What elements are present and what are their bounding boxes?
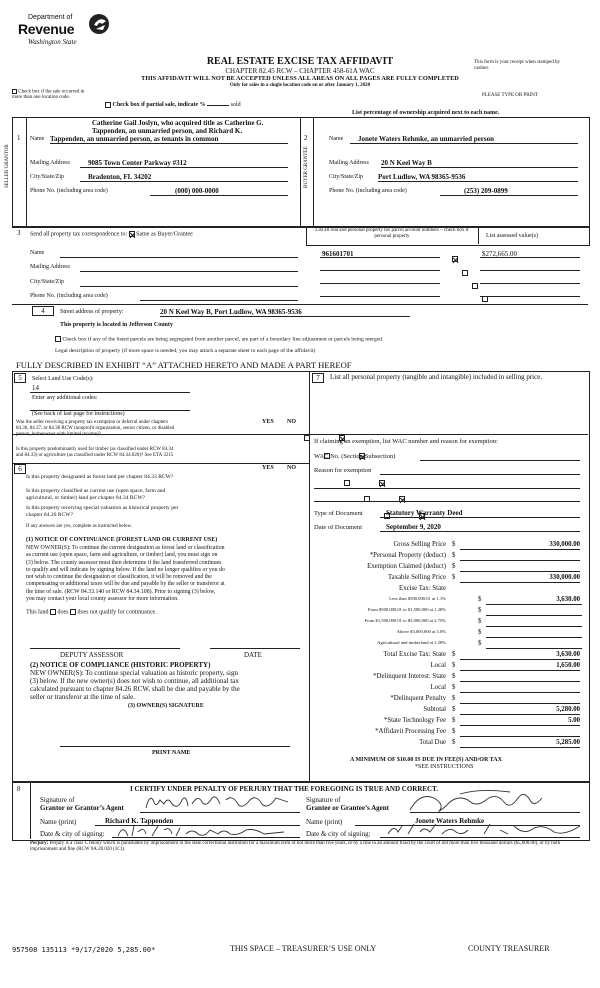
tax-row-label: Total Excise Tax: State <box>383 651 446 658</box>
tax-row <box>310 584 586 595</box>
parcel-personal-checkbox-2[interactable] <box>462 270 468 276</box>
grantee-name-label: Name (print) <box>306 818 343 826</box>
tax-row-dollar: $ <box>478 596 482 603</box>
tax-row-label: *Affidavit Processing Fee <box>375 728 446 735</box>
doc-type-label: Type of Document <box>314 510 363 517</box>
grantee-name: Jonete Waters Rehmke <box>355 817 580 826</box>
tax-row <box>310 606 586 617</box>
n1-l7: the time of sale. (RCW 84.33.140 or RCW 84.34.108). Prior to signing (3) below, <box>26 588 216 595</box>
tax-row-value: 330,000.00 <box>549 541 580 548</box>
s6-yes-header: YES <box>262 465 274 471</box>
doc-date-label: Date of Document <box>314 524 363 531</box>
grantor-name: Richard K. Tappenden <box>95 817 300 826</box>
tax-row <box>310 595 586 606</box>
tax-row <box>310 628 586 639</box>
seller-name-3: Tappenden, an unmarried person, as tenants in common <box>50 135 288 144</box>
multi-location-label: Check box if the sale occurred in more than one location code. <box>12 89 85 101</box>
assessed-value: $272,665.00 <box>482 250 517 258</box>
s5-q1-l1: Was the seller receiving a property tax exemption or deferral under chapters <box>16 420 168 425</box>
tax-row-label: Less than $500,000.01 at 1.1% <box>389 596 446 601</box>
tax-row-dollar: $ <box>452 662 456 669</box>
buyer-city: Port Ludlow, WA 98365-9536 <box>378 173 578 182</box>
tax-row <box>310 716 586 727</box>
grantee-date-handwriting <box>384 822 584 838</box>
s5-yes-header: YES <box>262 419 274 425</box>
n2-l3: calculated pursuant to chapter 84.26 RCW, shall be due and payable by the <box>30 685 240 693</box>
seller-city-label: City/State/Zip <box>30 174 64 180</box>
s6-no-header: NO <box>287 465 296 471</box>
buyer-phone-label: Phone No. (including area code) <box>329 188 407 194</box>
tax-row <box>310 672 586 683</box>
n1-l2: as current use (open space, farm and agriculture, or timber) land, you must sign on <box>26 552 218 559</box>
s6-q3-l2: chapter 84.26 RCW? <box>26 512 74 518</box>
tax-row-dollar: $ <box>478 640 482 647</box>
parcel-personal-checkbox-1[interactable] <box>452 256 458 262</box>
tax-row-value: 3,630.00 <box>556 596 580 603</box>
notice2-title: (2) NOTICE OF COMPLIANCE (HISTORIC PROPERTY) <box>30 661 211 669</box>
tax-row-label: From $1,500,000.01 to $3,000,000 at 2.75% <box>364 618 446 623</box>
wac-label: WAC No. (Section/Subsection) <box>314 453 396 460</box>
additional-codes-label: Enter any additional codes: <box>32 395 98 401</box>
form-only-for: Only for sales in a single location code on or after January 1, 2020 <box>229 83 371 88</box>
section3-label: Send all property tax correspondence to: <box>30 231 128 238</box>
tax-row <box>310 727 586 738</box>
s5-q1 <box>16 420 174 438</box>
multi-location-check[interactable] <box>12 89 90 101</box>
n1-l1: NEW OWNER(S): To continue the current designation as forest land or classification <box>26 545 225 551</box>
seller-phone-label: Phone No. (including area code) <box>30 188 108 194</box>
continuance-row <box>26 609 157 616</box>
grantor-date-label: Date & city of signing: <box>40 830 105 838</box>
tax-row-dollar: $ <box>452 563 456 570</box>
form-title: REAL ESTATE EXCISE TAX AFFIDAVIT <box>206 56 394 67</box>
tax-row-dollar: $ <box>452 651 456 658</box>
parcel-header <box>308 228 476 240</box>
seller-city: Bradenton, FL 34202 <box>80 173 288 182</box>
seller-name-label: Name <box>30 136 45 142</box>
tax-row <box>310 573 586 584</box>
perjury-title: Perjury: <box>30 841 49 846</box>
tax-row <box>310 738 586 749</box>
n1-l6: compensating or additional taxes will be due and payable by the seller or transferor at <box>26 581 225 588</box>
see-back-label: (See back of last page for instructions) <box>32 411 125 417</box>
notice2-text <box>30 669 240 701</box>
s6-q2-l2: agricultural, or timber) land per chapter 84.34 RCW? <box>26 495 146 501</box>
s5-no-header: NO <box>287 419 296 425</box>
does-label: does <box>57 609 69 616</box>
seller-mailing-label: Mailing Address <box>30 160 70 166</box>
grantee-sig-label-2: Grantee or Grantee’s Agent <box>306 804 390 812</box>
this-land-label: This land <box>26 609 49 616</box>
buyer-city-label: City/State/Zip <box>329 174 363 180</box>
segregated-row <box>55 336 383 343</box>
tax-row-label: Above $3,000,000 at 3.0% <box>396 629 446 634</box>
section6-num: 6 <box>14 464 26 474</box>
same-as-buyer-checkbox[interactable] <box>129 231 135 237</box>
s3-phone-label: Phone No. (including area code) <box>30 293 108 299</box>
section4-label: Street address of property: <box>60 309 124 315</box>
tax-row-dollar: $ <box>478 629 482 636</box>
buyer-side-label: BUYER GRANTEE <box>304 146 309 188</box>
buyer-phone: (253) 209-0899 <box>440 187 578 196</box>
not-qualify-checkbox[interactable] <box>70 609 76 615</box>
tax-row-label: Excise Tax: State <box>399 585 446 592</box>
tax-row <box>310 551 586 562</box>
section7-label-text: List all personal property (tangible and intangible) included in selling price. <box>330 373 543 381</box>
n1-l8: you may contact your local county assessor for more information. <box>26 596 179 603</box>
segregated-checkbox[interactable] <box>55 336 61 342</box>
tax-row-label: Taxable Selling Price <box>387 574 446 581</box>
tax-row-dollar: $ <box>452 728 456 735</box>
s6-q3 <box>26 505 178 519</box>
tax-row <box>310 650 586 661</box>
tax-row-value: 5,285.00 <box>556 739 580 746</box>
logo-dept: Department of <box>28 14 73 21</box>
section5-label: Select Land Use Code(s): <box>32 376 94 382</box>
assessed-header: List assessed value(s) <box>486 233 538 239</box>
tax-row-label: Agricultural and timberland at 1.28% <box>377 640 446 645</box>
tax-row-dollar: $ <box>478 607 482 614</box>
buyer-mailing-label: Mailing Address <box>329 160 369 166</box>
see-instructions: *SEE INSTRUCTIONS <box>415 764 474 770</box>
seller-num: 1 <box>17 134 21 142</box>
tax-row-label: *Delinquent Interest: State <box>373 673 446 680</box>
s5-q1-l3: person, homeowner with limited income)? <box>16 432 101 437</box>
n1-l5: not wish to continue the designation or classification, it will be removed and the <box>26 574 212 581</box>
seller-name-2: Tappenden, an unmarried person, and Richard K. <box>92 127 243 135</box>
treasurer-use: THIS SPACE – TREASURER’S USE ONLY <box>230 944 377 953</box>
property-address: 20 N Keel Way B, Port Ludlow, WA 98365-9536 <box>160 308 410 317</box>
tax-row-dollar: $ <box>452 739 456 746</box>
tax-row <box>310 694 586 705</box>
logo-mark-icon <box>86 12 112 36</box>
grantor-date-handwriting <box>114 824 294 838</box>
tax-row-label: From $500,000.01 to $1,500,000 at 1.28% <box>367 607 446 612</box>
exhibit-reference: FULLY DESCRIBED IN EXHIBIT “A” ATTACHED HERETO AND MADE A PART HEREOF <box>16 360 352 370</box>
tax-row-dollar: $ <box>478 618 482 625</box>
logo-revenue: Revenue <box>18 21 75 37</box>
s5-q1-yes-checkbox[interactable] <box>304 435 310 441</box>
parcel-header-text: List all real and personal property tax parcel account numbers – check box if personal property <box>315 228 469 239</box>
tax-row-value: 330,000.00 <box>549 574 580 581</box>
s3-city-label: City/State/Zip <box>30 279 64 285</box>
form-warning: THIS AFFIDAVIT WILL NOT BE ACCEPTED UNLESS ALL AREAS ON ALL PAGES ARE FULLY COMPLETED <box>141 75 459 82</box>
partial-sale-sold: sold <box>230 102 241 108</box>
certify-statement: I CERTIFY UNDER PENALTY OF PERJURY THAT THE FOREGOING IS TRUE AND CORRECT. <box>130 785 439 793</box>
tax-row-value: 5.00 <box>568 717 580 724</box>
print-name-label: PRINT NAME <box>152 750 191 756</box>
s6-q3-l1: Is this property receiving special valuation as historical property per <box>26 505 179 511</box>
tax-row <box>310 562 586 573</box>
grantor-signature <box>142 790 292 812</box>
deputy-date-label: DATE <box>244 651 262 659</box>
seller-name-1: Catherine Gail Joslyn, who acquired title as Catherine G. <box>92 119 264 127</box>
logo-state: Washington State <box>28 38 77 46</box>
doc-date: September 9, 2020 <box>380 523 580 532</box>
tax-row-label: Subtotal <box>423 706 446 713</box>
tax-row <box>310 705 586 716</box>
s6-if-yes: If any answers are yes, complete as instructed below. <box>26 524 133 529</box>
tax-row-dollar: $ <box>452 684 456 691</box>
multi-location-checkbox[interactable] <box>12 89 17 94</box>
tax-row <box>310 639 586 650</box>
s5-q2-l2: and 84.33) or agriculture (as classified under RCW 84.34.020)? See ETA 3215 <box>16 453 174 458</box>
tax-row-label: Exemption Claimed (deduct) <box>367 563 446 570</box>
tax-row-dollar: $ <box>452 717 456 724</box>
section7-num: 7 <box>312 373 324 383</box>
seller-mailing: 9085 Town Center Parkway #312 <box>80 159 288 168</box>
tax-row-value: 5,280.00 <box>556 706 580 713</box>
n2-l1: NEW OWNER(S): To continue special valuation as historic property, sign <box>30 669 238 677</box>
does-qualify-checkbox[interactable] <box>50 609 56 615</box>
section4-num: 4 <box>32 306 54 316</box>
deputy-assessor-label: DEPUTY ASSESSOR <box>60 651 124 659</box>
minimum-note: A MINIMUM OF $10.00 IS DUE IN FEE(S) AND/OR TAX <box>350 757 502 763</box>
partial-sale-checkbox[interactable] <box>105 102 111 108</box>
not-qualify-label: does not qualify for continuance. <box>77 609 157 616</box>
n2-l4: seller or transferor at the time of sale. <box>30 693 135 701</box>
tax-row-label: Local <box>430 684 446 691</box>
reason-label: Reason for exemption <box>314 467 372 474</box>
county-treasurer: COUNTY TREASURER <box>468 944 550 953</box>
seller-side-label: SELLER GRANTOR <box>5 144 10 188</box>
tax-row-dollar: $ <box>452 541 456 548</box>
tax-row-label: Local <box>430 662 446 669</box>
s6-q2-l1: Is this property classified as current use (open space, farm and <box>26 488 166 494</box>
buyer-mailing: 20 N Keel Way B <box>381 159 578 168</box>
s5-q1-l2: 84.36, 84.37, or 84.38 RCW (nonprofit organization, senior citizen, or disabled <box>16 426 175 431</box>
s6-q2 <box>26 488 165 502</box>
ownership-list-note: List percentage of ownership acquired next to each name. <box>352 110 500 116</box>
doc-type: Statutory Warranty Deed <box>380 509 580 518</box>
owner-signature-label: (3) OWNER(S) SIGNATURE <box>128 703 204 709</box>
buyer-name: Jonete Waters Rehmke, an unmarried person <box>350 135 578 144</box>
tax-row <box>310 661 586 672</box>
grantee-sig-label-1: Signature of <box>306 796 341 804</box>
tax-row-label: Total Due <box>419 739 446 746</box>
buyer-name-label: Name <box>329 136 344 142</box>
segregated-label: Check box if any of the listed parcels are being segregated from another parcel, are part of a boundary line adjustment or parcels being merged. <box>62 336 384 343</box>
parcel-number: 961601701 <box>322 250 354 258</box>
s3-name-label: Name <box>30 250 45 256</box>
legal-label: Legal description of property (if more space is needed, you may attach a separate sheet to each page of the affidavit) <box>55 348 316 354</box>
tax-row <box>310 617 586 628</box>
notice1-text <box>26 545 225 603</box>
partial-sale-row <box>105 99 241 109</box>
section5-num: 5 <box>14 373 26 383</box>
receipt-note <box>474 60 574 72</box>
tax-row-label: *State Technology Fee <box>383 717 446 724</box>
section3-label-row <box>30 231 193 238</box>
grantee-date-label: Date & city of signing: <box>306 830 371 838</box>
s3-mailing-label: Mailing Address <box>30 264 70 270</box>
same-as-buyer-label: Same as Buyer/Grantee <box>136 231 193 238</box>
section7-label <box>330 373 580 382</box>
tax-row-value: 3,630.00 <box>556 651 580 658</box>
tax-row-dollar: $ <box>452 574 456 581</box>
tax-row-label: *Delinquent Penalty <box>390 695 446 702</box>
form-chapter: CHAPTER 82.45 RCW – CHAPTER 458-61A WAC <box>225 67 375 75</box>
grantor-name-label: Name (print) <box>40 818 77 826</box>
tax-row <box>310 540 586 551</box>
s5-q2 <box>16 447 173 459</box>
s6-q1: Is this property designated as forest land per chapter 84.33 RCW? <box>26 474 174 480</box>
tax-row <box>310 683 586 694</box>
section8-num: 8 <box>17 785 21 793</box>
tax-row-dollar: $ <box>452 706 456 713</box>
n2-l2: (3) below. If the new owner(s) does not wish to continue, all additional tax <box>30 677 239 685</box>
perjury-text: Perjury is a class C felony which is punishable by imprisonment in the state correctional institution for a maximum term of not more than five years, or by a fine in an amount fixed by the court of not more than five thousand dollars ($5,000.00), or by both imprisonment and fine (RCW 9A.20.020 (1C)). <box>30 841 561 853</box>
grantor-sig-label-2: Grantor or Grantor’s Agent <box>40 804 124 812</box>
tax-row-value: 1,650.00 <box>556 662 580 669</box>
property-county: This property is located in Jefferson County <box>60 322 173 328</box>
partial-sale-label: Check box if partial sale, indicate % <box>112 102 206 108</box>
s5-q2-l1: Is this property predominantly used for timber (as classified under RCW 84.34 <box>16 447 174 452</box>
land-use-code: 14 <box>32 384 39 392</box>
treasurer-stamp: 957508 135113 *9/17/2020 5,285.00* <box>12 946 156 954</box>
n1-l3: (3) below. The county assessor must then determine if the land transferred continues <box>26 559 222 566</box>
parcel-personal-checkbox-3[interactable] <box>472 283 478 289</box>
dor-logo <box>14 12 134 56</box>
seller-phone: (000) 000-0000 <box>150 187 288 196</box>
tax-row-dollar: $ <box>452 552 456 559</box>
grantee-signature <box>400 786 560 814</box>
s6-q1-no-checkbox[interactable] <box>379 480 385 486</box>
partial-sale-percent-field[interactable] <box>207 99 229 106</box>
exemption-label: If claiming an exemption, list WAC number and reason for exemption: <box>314 438 498 445</box>
parcel-personal-checkbox-4[interactable] <box>482 296 488 302</box>
tax-row-label: *Personal Property (deduct) <box>369 552 446 559</box>
section3-num: 3 <box>17 229 21 237</box>
tax-row-dollar: $ <box>452 673 456 680</box>
perjury-note <box>30 841 586 853</box>
tax-row-dollar: $ <box>452 695 456 702</box>
please-type: PLEASE TYPE OR PRINT <box>482 93 538 98</box>
n1-l4: to qualify and will indicate by signing below. If the land no longer qualifies or you do <box>26 566 225 573</box>
buyer-num: 2 <box>304 134 308 142</box>
grantor-sig-label-1: Signature of <box>40 796 75 804</box>
notice1-title: (1) NOTICE OF CONTINUANCE (FOREST LAND OR CURRENT USE) <box>26 537 218 543</box>
receipt-note-text: This form is your receipt when stamped by cashier. <box>474 60 560 71</box>
s6-q1-yes-checkbox[interactable] <box>344 480 350 486</box>
tax-row-label: Gross Selling Price <box>393 541 446 548</box>
